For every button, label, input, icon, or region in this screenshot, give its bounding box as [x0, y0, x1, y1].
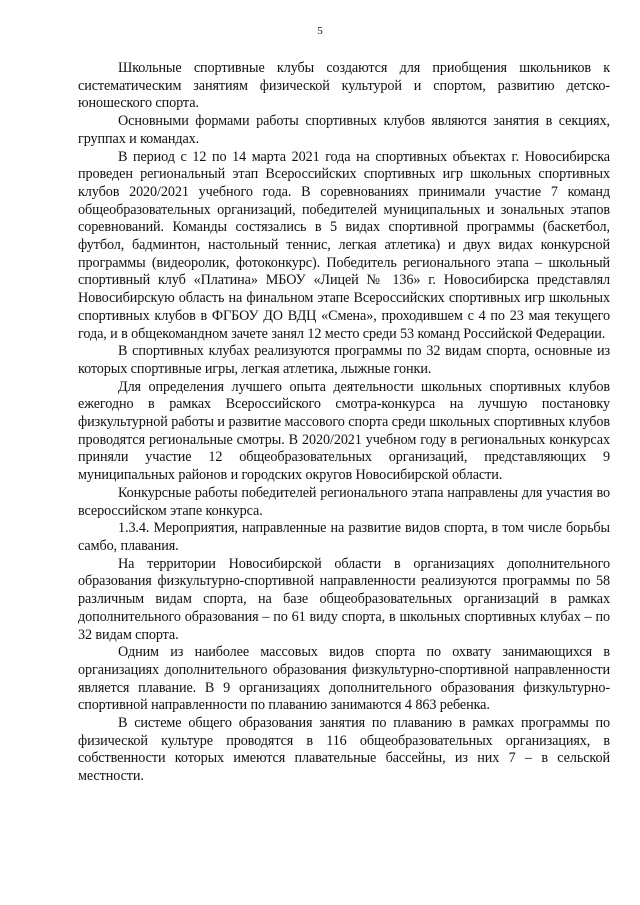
- paragraph-additional-education: На территории Новосибирской области в организациях дополнительного образования физкультурно-спортивной направленности реализуются программы по 58 различным видам спорта, на базе общеобразовательных организаций в рамках дополнительного образования – по 61 виду спорта, в школьных спортивных клубах – по 32 видам спорта.: [78, 555, 610, 643]
- paragraph-swimming-schools: В системе общего образования занятия по плаванию в рамках программы по физической культуре проводятся в 116 общеобразовательных организациях, в собственности которых имеются плавательные бассейны, из них 7 – в сельской местности.: [78, 715, 610, 785]
- paragraph-regional-stage: В период с 12 по 14 марта 2021 года на спортивных объектах г. Новосибирска проведен региональный этап Всероссийских спортивных игр школьных спортивных клубов 2020/2021 учебного года. В соревнованиях принимали участие 7 команд общеобразовательных организаций, победителей муниципальных и зональных этапов соревнований. Команды состязались в 5 видах спортивной программы (баскетбол, футбол, бадминтон, настольный теннис, легкая атлетика) и двух видах конкурсной программы (видеоролик, фотоконкурс). Победитель регионального этапа – школьный спортивный клуб «Платина» МБОУ «Лицей № 136» г. Новосибирска представлял Новосибирскую область на финальном этапе Всероссийских спортивных игр школьных спортивных клубов в ФГБОУ ДО ВДЦ «Смена», проходившем с 4 по 23 мая текущего года, и в общекомандном зачете занял 12 место среди 53 команд Российской Федерации.: [78, 148, 610, 342]
- section-heading-1-3-4: 1.3.4. Мероприятия, направленные на развитие видов спорта, в том числе борьбы самбо, плавания.: [78, 520, 610, 554]
- paragraph-swimming-popularity: Одним из наиболее массовых видов спорта по охвату занимающихся в организациях дополнительного образования физкультурно-спортивной направленности является плавание. В 9 организациях дополнительного образования физкультурно-спортивной направленности по плаванию занимаются 4 863 ребенка.: [78, 644, 610, 714]
- paragraph-review-contest: Для определения лучшего опыта деятельности школьных спортивных клубов ежегодно в рамках Всероссийского смотра-конкурса на лучшую постановку физкультурной работы и развитие массового спорта среди школьных спортивных клубов проводятся региональные смотры. В 2020/2021 учебном году в региональных конкурсах приняли участие 12 общеобразовательных организаций, представляющих 9 муниципальных районов и городских округов Новосибирской области.: [78, 378, 610, 484]
- paragraph-sports-programs: В спортивных клубах реализуются программы по 32 видам спорта, основные из которых спортивные игры, легкая атлетика, лыжные гонки.: [78, 343, 610, 377]
- paragraph-forms-of-work: Основными формами работы спортивных клубов являются занятия в секциях, группах и командах.: [78, 113, 610, 147]
- document-body: [78, 60, 610, 786]
- paragraph-contest-works: Конкурсные работы победителей регионального этапа направлены для участия во всероссийском этапе конкурса.: [78, 484, 610, 519]
- paragraph-school-sports-clubs: Школьные спортивные клубы создаются для приобщения школьников к систематическим занятиям физической культурой и спортом, развитию детско-юношеского спорта.: [78, 60, 610, 112]
- page-number: 5: [317, 25, 323, 37]
